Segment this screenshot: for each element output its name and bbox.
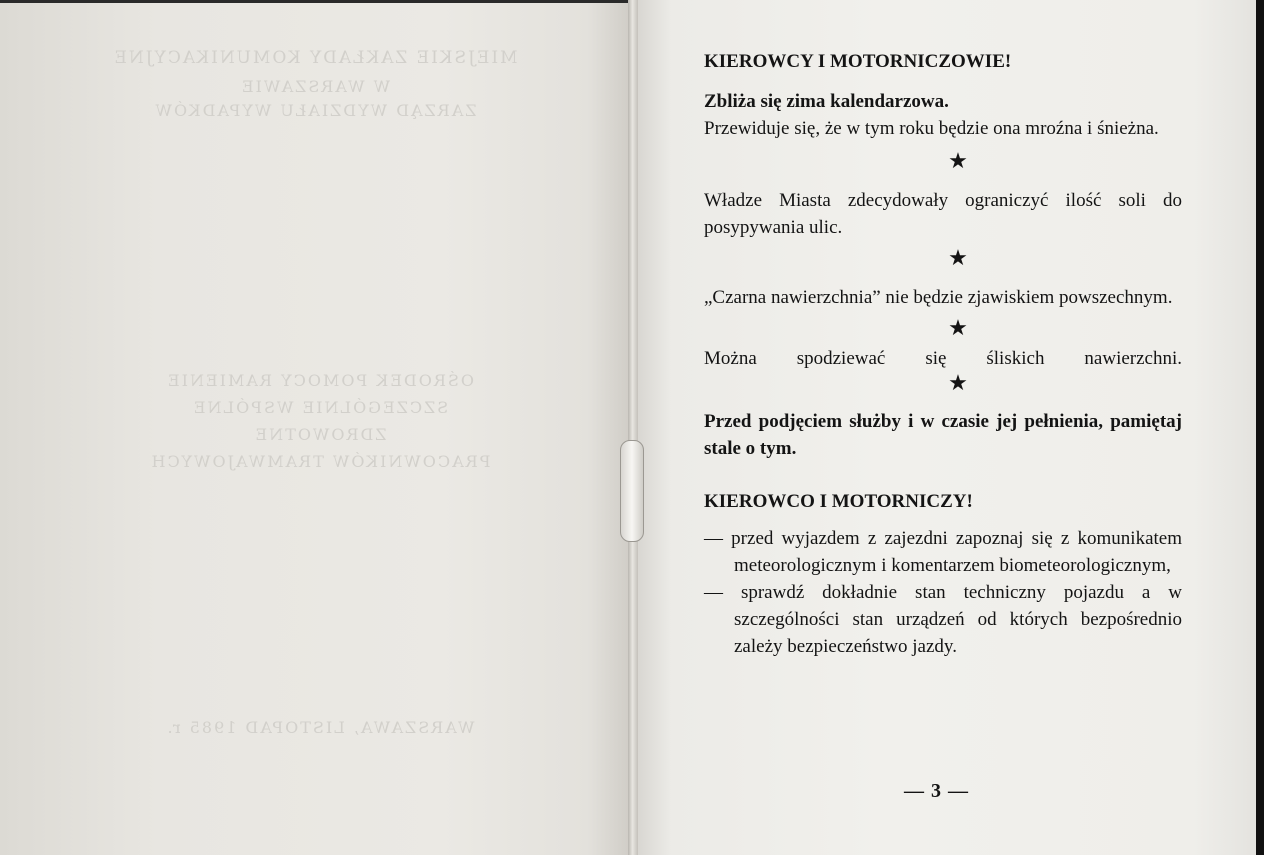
book-spine <box>628 0 638 855</box>
paragraph-salt-limit: Władze Miasta zdecydowały ograniczyć ilość soli do posypywania ulic. <box>704 190 1182 238</box>
list-item: — przed wyjazdem z zajezdni zapoznaj się z komunikatem meteorologicznym i komentarzem biometeorologicznym, <box>704 528 1182 576</box>
list-item: — sprawdź dokładnie stan techniczny pojazdu a w szczególności stan urządzeń od których bezpośrednio zależy bezpieczeństwo jazdy. <box>704 582 1182 657</box>
bleed-through-line: SZCZEGÓLNIE WSPÓLNE <box>191 398 449 417</box>
paragraph-black-surface: „Czarna nawierzchnia” nie będzie zjawiskiem powszechnym. <box>704 287 1173 308</box>
star-separator-icon: ★ <box>948 370 968 395</box>
heading-driver-and-motorman: KIEROWCO I MOTORNICZY! <box>704 491 973 512</box>
paragraph-slippery-surface: Można spodziewać się śliskich nawierzchni. <box>704 348 1182 369</box>
bleed-through-line: WARSZAWA, LISTOPAD 1985 r. <box>165 718 475 737</box>
star-separator-icon: ★ <box>948 148 968 173</box>
bleed-through-line: ZARZĄD WYDZIAŁU WYPADKÓW <box>153 101 477 120</box>
page-number: — 3 — <box>904 780 969 802</box>
bleed-through-line: MIEJSKIE ZAKŁADY KOMUNIKACYJNE <box>112 48 518 68</box>
bleed-through-line: PRACOWNIKÓW TRAMWAJOWYCH <box>149 452 491 471</box>
bleed-through-line: ZDROWOTNE <box>253 425 387 444</box>
bleed-through-line: W WARSZAWIE <box>239 77 391 96</box>
star-separator-icon: ★ <box>948 245 968 270</box>
page-edge <box>1256 0 1264 855</box>
bleed-through-line: OŚRODEK POMOCY RAMIENIE <box>165 371 475 390</box>
paragraph-forecast: Przewiduje się, że w tym roku będzie ona mroźna i śnieżna. <box>704 118 1159 139</box>
subheading-winter: Zbliża się zima kalendarzowa. <box>704 91 949 112</box>
heading-drivers-and-motormen: KIEROWCY I MOTORNICZOWIE! <box>704 51 1012 72</box>
star-separator-icon: ★ <box>948 315 968 340</box>
binding-staple <box>620 440 644 542</box>
right-page-content <box>704 40 1182 660</box>
paragraph-remember-reminder: Przed podjęciem służby i w czasie jej pełnienia, pamiętaj stale o tym. <box>704 411 1182 459</box>
